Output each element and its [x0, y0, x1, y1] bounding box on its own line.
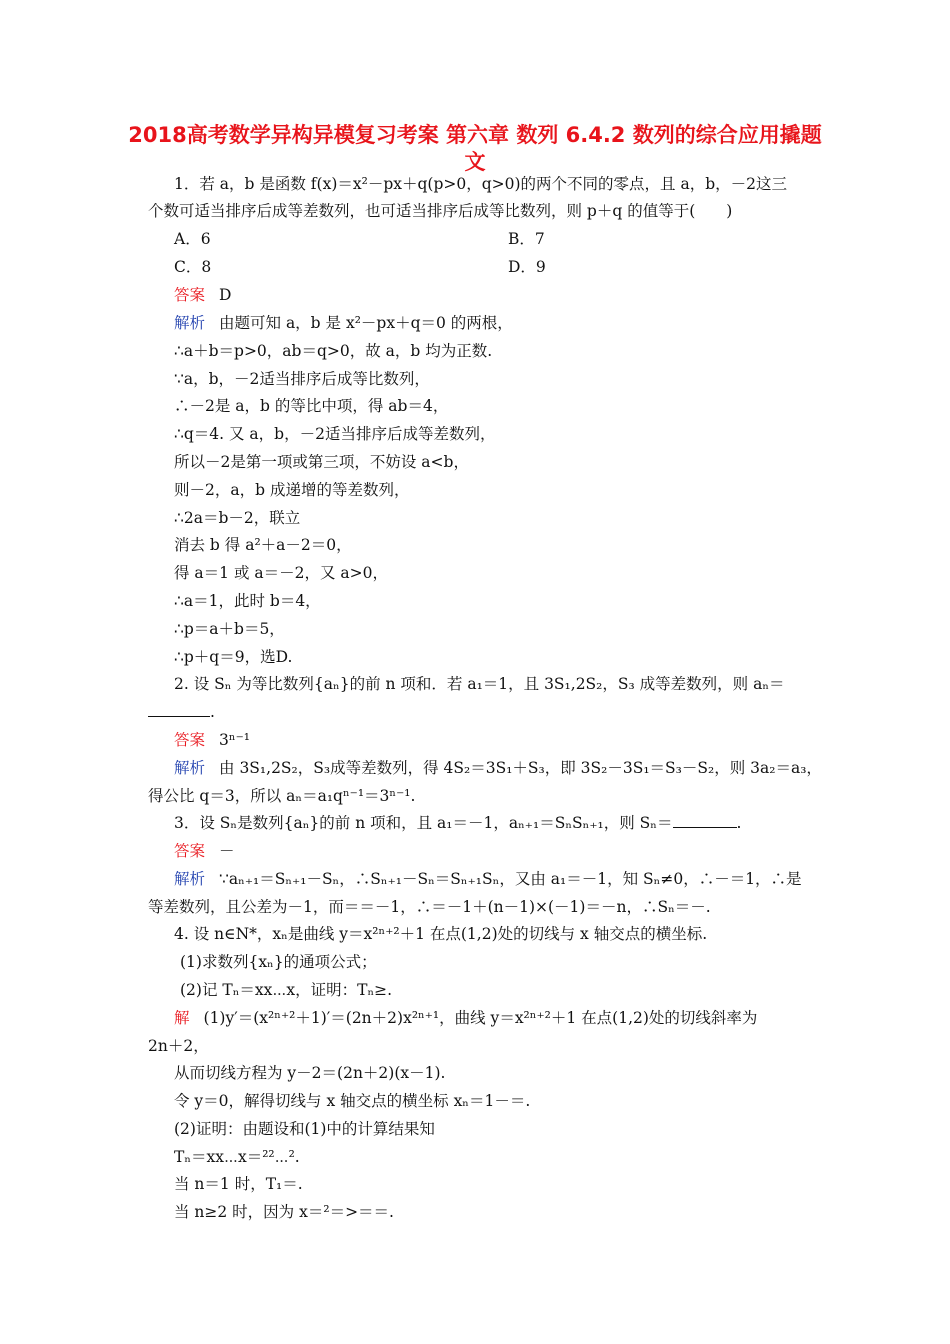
q1-solution-line: ∴p＝a＋b＝5， [174, 620, 285, 638]
q1-solution-line: 得 a＝1 或 a＝－2，又 a>0， [174, 564, 389, 582]
analysis-label: 解析 [174, 759, 206, 777]
q1-stem-line2: 个数可适当排序后成等差数列，也可适当排序后成等比数列，则 p＋q 的值等于( ) [148, 202, 733, 220]
answer-blank [673, 813, 737, 828]
q1-answer [174, 285, 231, 305]
q3-analysis [174, 869, 802, 889]
q4-solution-line: Tₙ＝xx⋯x＝²²⋯². [174, 1148, 300, 1166]
q2-answer-value: 3ⁿ⁻¹ [219, 731, 250, 749]
q4-part1: (1)求数列{xₙ}的通项公式； [180, 953, 377, 971]
q1-solution-line: 则－2，a，b 成递增的等差数列， [174, 481, 410, 499]
solution-label: 解 [174, 1009, 190, 1027]
q4-solution-line: 当 n＝1 时，T₁＝. [174, 1175, 303, 1193]
q4-solution-line: 当 n≥2 时，因为 x＝²＝>＝＝. [174, 1203, 394, 1221]
answer-blank [148, 702, 210, 717]
q4-solution-line: (2)证明：由题设和(1)中的计算结果知 [174, 1120, 435, 1138]
q1-option-d: D．9 [508, 258, 546, 276]
answer-label: 答案 [174, 286, 206, 304]
q4-solution-line: 令 y＝0，解得切线与 x 轴交点的横坐标 xₙ＝1－＝. [174, 1092, 531, 1110]
q1-option-c: C．8 [174, 258, 212, 276]
analysis-label: 解析 [174, 314, 206, 332]
q4-solution-line: 从而切线方程为 y－2＝(2n＋2)(x－1). [174, 1064, 446, 1082]
q1-analysis [174, 313, 513, 333]
q1-solution-line: ∴a＋b＝p>0，ab＝q>0，故 a，b 均为正数. [174, 342, 493, 360]
q1-solution-line: 消去 b 得 a²＋a－2＝0， [174, 536, 352, 554]
q4-solution-line: 2n＋2， [148, 1037, 209, 1055]
q2-answer [174, 730, 250, 750]
q1-solution-line: ∴q＝4. 又 a，b，－2适当排序后成等差数列， [174, 425, 496, 443]
q4-part2: (2)记 Tₙ＝xx⋯x，证明：Tₙ≥. [180, 981, 393, 999]
answer-label: 答案 [174, 842, 206, 860]
q3-solution-line: 等差数列，且公差为－1，而＝＝－1，∴＝－1＋(n－1)×(－1)＝－n，∴Sₙ＝－. [148, 898, 711, 916]
q4-solution-line: (1)y′＝(x²ⁿ⁺²＋1)′＝(2n＋2)x²ⁿ⁺¹，曲线 y＝x²ⁿ⁺²＋1 在点(1,2)处的切线斜率为 [203, 1009, 758, 1027]
q1-solution-line: ∴2a＝b－2，联立 [174, 509, 301, 527]
q4-solution [174, 1008, 757, 1028]
q1-solution-line: 所以－2是第一项或第三项，不妨设 a<b， [174, 453, 469, 471]
q3-solution-line: ∵aₙ₊₁＝Sₙ₊₁－Sₙ，∴Sₙ₊₁－Sₙ＝Sₙ₊₁Sₙ，又由 a₁＝－1，知 Sₙ≠0，∴－＝1，∴是 [219, 870, 802, 888]
analysis-label: 解析 [174, 870, 206, 888]
q1-solution-line: ∵a，b，－2适当排序后成等比数列， [174, 370, 430, 388]
q1-solution-line: ∴－2是 a，b 的等比中项，得 ab＝4， [174, 397, 449, 415]
q1-solution-line: 由题可知 a，b 是 x²－px＋q＝0 的两根， [219, 314, 513, 332]
q4-stem-line1: 4. 设 n∈N*，xₙ是曲线 y＝x²ⁿ⁺²＋1 在点(1,2)处的切线与 x 轴交点的横坐标. [174, 925, 708, 943]
document-title: 2018高考数学异构异模复习考案 第六章 数列 6.4.2 数列的综合应用撬题 文 [128, 123, 822, 174]
q1-option-b: B．7 [508, 230, 545, 248]
q2-solution-line: 得公比 q＝3，所以 aₙ＝a₁qⁿ⁻¹＝3ⁿ⁻¹. [148, 787, 416, 805]
q3-answer [174, 841, 235, 861]
q1-answer-value: D [219, 286, 232, 304]
q3-stem-line1: 3．设 Sₙ是数列{aₙ}的前 n 项和，且 a₁＝－1，aₙ₊₁＝SₙSₙ₊₁，则 Sₙ＝ . [174, 814, 742, 832]
q2-stem-line1: 2. 设 Sₙ 为等比数列{aₙ}的前 n 项和．若 a₁＝1，且 3S₁,2S₂，S₃ 成等差数列，则 aₙ＝ [174, 675, 785, 693]
q1-stem-line1: 1．若 a，b 是函数 f(x)＝x²－px＋q(p>0，q>0)的两个不同的零点，且 a，b，－2这三 [174, 175, 788, 193]
q1-solution-line: ∴a＝1，此时 b＝4， [174, 592, 321, 610]
q2-analysis [174, 758, 822, 778]
q3-answer-value: － [219, 842, 235, 860]
q2-solution-line: 由 3S₁,2S₂，S₃成等差数列，得 4S₂＝3S₁＋S₃，即 3S₂－3S₁＝S₃－S₂，则 3a₂＝a₃， [219, 759, 822, 777]
q2-stem-line2: . [148, 702, 215, 722]
q1-option-a: A．6 [174, 230, 211, 248]
answer-label: 答案 [174, 731, 206, 749]
q1-solution-line: ∴p＋q＝9，选D. [174, 648, 293, 666]
